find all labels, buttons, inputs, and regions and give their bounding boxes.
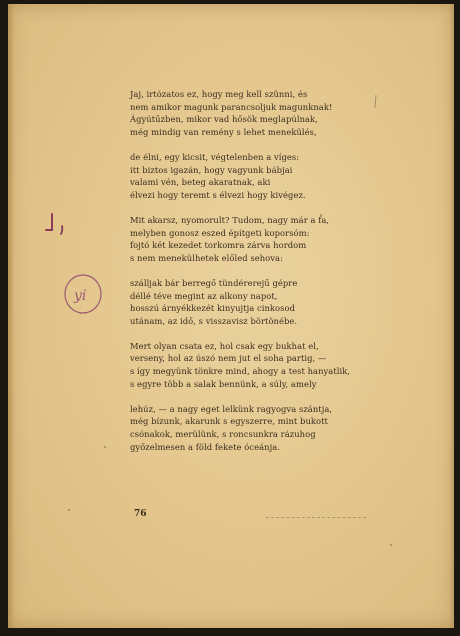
pencil-tick-mark: [372, 94, 380, 110]
poem-line: s nem menekülhetek előled sehova:: [130, 252, 283, 263]
stanza-3: [130, 214, 400, 264]
paper-speck: [68, 509, 70, 511]
book-page: [8, 4, 454, 628]
poem-line: melyben gonosz eszed építgeti koporsóm:: [130, 227, 310, 238]
page-binding-edge: [8, 4, 14, 628]
paper-speck: [320, 214, 322, 216]
poem-line: Ágyútűzben, mikor vad hősök meglapúlnak,: [130, 114, 318, 125]
poem-line: s így megyünk tönkre mind, ahogy a test hanyatlik,: [130, 366, 351, 377]
margin-note-text: yi: [74, 288, 87, 304]
poem-line: hosszú árnyékkezét kinyujtja cinkosod: [130, 303, 295, 314]
poem-line: még bízunk, akarunk s egyszerre, mint bukott: [130, 416, 328, 427]
stanza-6: [130, 403, 400, 453]
poem-line: valami vén, beteg akaratnak, aki: [130, 177, 271, 188]
poem-line: Mit akarsz, nyomorult? Tudom, nagy már a fa,: [130, 214, 330, 225]
margin-bracket-mark: [44, 212, 70, 238]
poem-line: de élni, egy kicsit, végtelenben a víges:: [130, 151, 300, 162]
stanza-5: [130, 340, 400, 390]
paper-speck: [390, 544, 392, 546]
margin-circle-note: [62, 272, 104, 316]
page-number: 76: [134, 509, 147, 519]
poem-line: Mert olyan csata ez, hol csak egy bukhat el,: [130, 340, 319, 351]
poem-line: élvezi hogy teremt s élvezi hogy kivégez.: [130, 189, 306, 200]
footer-rule: [266, 517, 366, 519]
page-right-edge: [450, 4, 454, 628]
poem-line: déllé téve megint az alkony napot,: [130, 290, 278, 301]
poem-line: verseny, hol az úszó nem jut el soha partig, —: [130, 353, 327, 364]
poem-line: győzelmesen a föld fekete óceánja.: [130, 441, 280, 452]
poem-line: nem amikor magunk parancsoljuk magunknak!: [130, 101, 333, 112]
paper-speck: [104, 446, 106, 448]
poem-line: csónakok, merülünk, s roncsunkra rázuhog: [130, 429, 316, 440]
poem-line: még mindig van remény s lehet menekülés,: [130, 126, 317, 137]
poem-line: fojtó két kezedet torkomra zárva hordom: [130, 240, 307, 251]
poem-line: Jaj, irtózatos ez, hogy meg kell szünni, és: [130, 89, 308, 99]
stanza-2: [130, 151, 400, 201]
poem-line: lehúz, — a nagy eget lelkünk ragyogva szántja,: [130, 403, 333, 414]
stanza-1: [130, 88, 400, 138]
poem-text: [130, 88, 400, 466]
poem-line: utánam, az idő, s visszavisz börtönébe.: [130, 315, 298, 326]
poem-line: szálljak bár berregő tündérerejű gépre: [130, 277, 298, 288]
stanza-4: [130, 277, 400, 327]
poem-line: itt biztos igazán, hogy vagyunk bábjai: [130, 164, 293, 175]
poem-line: s egyre több a salak bennünk, a súly, amely: [130, 378, 317, 389]
